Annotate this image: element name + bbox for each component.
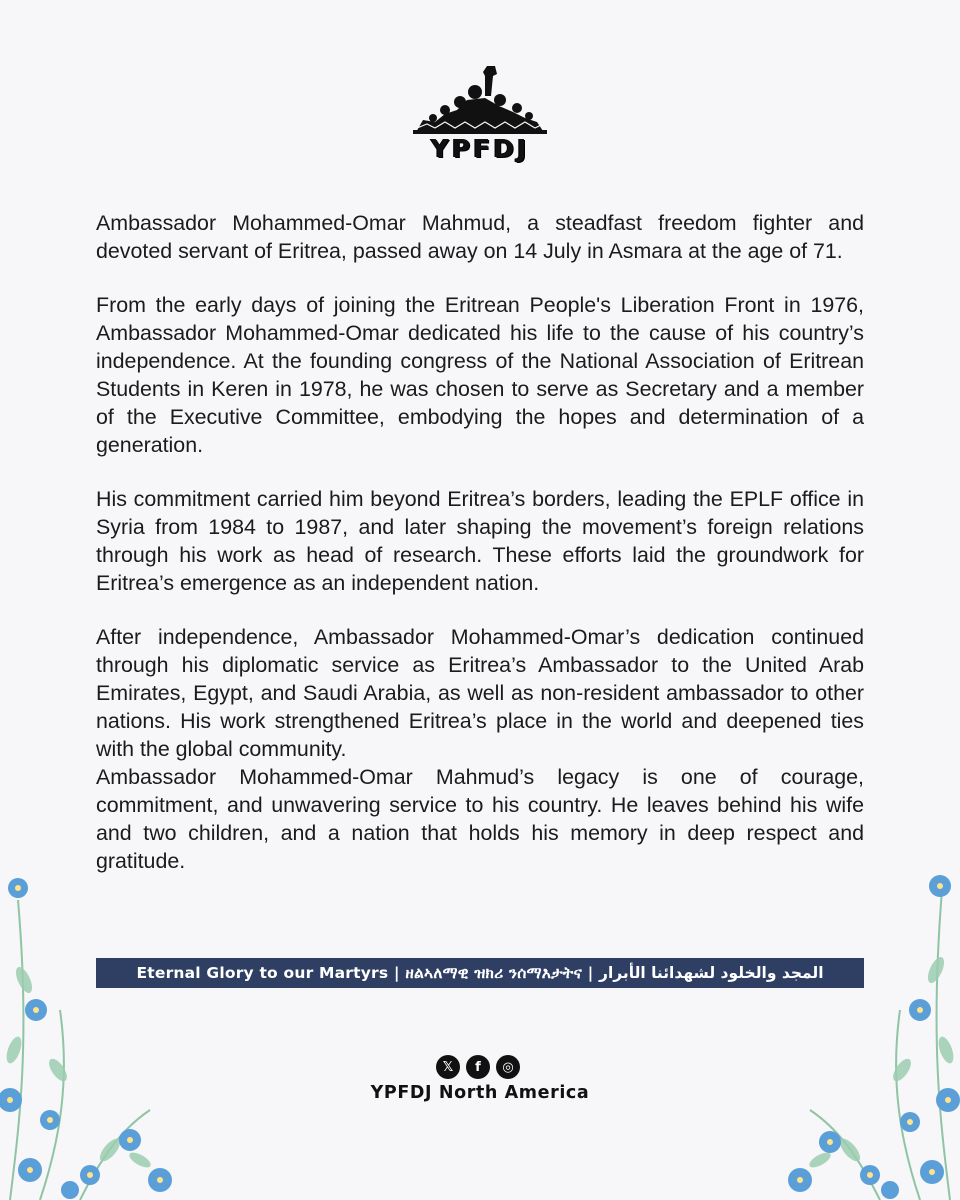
social-links bbox=[436, 1055, 526, 1083]
x-twitter-icon[interactable]: 𝕏 bbox=[436, 1055, 460, 1079]
organization-name: YPFDJ North America bbox=[370, 1083, 590, 1103]
paragraph-3: His commitment carried him beyond Eritrea’s borders, leading the EPLF office in Syria from 1984 to 1987, and later shaping the movement’s foreign relations through his work as head of research. These efforts laid the groundwork for Eritrea’s emergence as an independent nation. bbox=[96, 487, 864, 595]
paragraph-4: After independence, Ambassador Mohammed-Omar’s dedication continued through his diplomatic service as Eritrea’s Ambassador to the United Arab Emirates, Egypt, and Saudi Arabia, as well as non-resident ambassador to other nations. His work strengthened Eritrea’s place in the world and deepened ties with the global community. bbox=[96, 625, 864, 761]
logo-wordmark: YPFDJ bbox=[430, 134, 530, 163]
paragraph-2: From the early days of joining the Eritrean People's Liberation Front in 1976, Ambassador Mohammed-Omar dedicated his life to the cause of his country’s independence. At the founding congress of the National Association of Eritrean Students in Keren in 1978, he was chosen to serve as Secretary and a member of the Executive Committee, embodying the hopes and determination of a generation. bbox=[96, 293, 864, 457]
banner-text: Eternal Glory to our Martyrs | ዘልኣለማዊ ዝክሪ ንሰማእታትና | المجد والخلود لشهدائنا الأبرار bbox=[136, 963, 824, 982]
floral-right-decoration bbox=[760, 860, 960, 1200]
tribute-article bbox=[96, 209, 864, 901]
ypfdj-logo bbox=[405, 62, 555, 172]
instagram-icon[interactable]: ◎ bbox=[496, 1055, 520, 1079]
floral-left-decoration bbox=[0, 860, 200, 1200]
paragraph-1: Ambassador Mohammed-Omar Mahmud, a steadfast freedom fighter and devoted servant of Eritrea, passed away on 14 July in Asmara at the age of 71. bbox=[96, 211, 864, 263]
facebook-icon[interactable]: f bbox=[466, 1055, 490, 1079]
paragraph-5: Ambassador Mohammed-Omar Mahmud’s legacy is one of courage, commitment, and unwavering service to his country. He leaves behind his wife and two children, and a nation that holds his memory in deep respect and gratitude. bbox=[96, 765, 864, 873]
martyrs-banner bbox=[96, 958, 864, 988]
